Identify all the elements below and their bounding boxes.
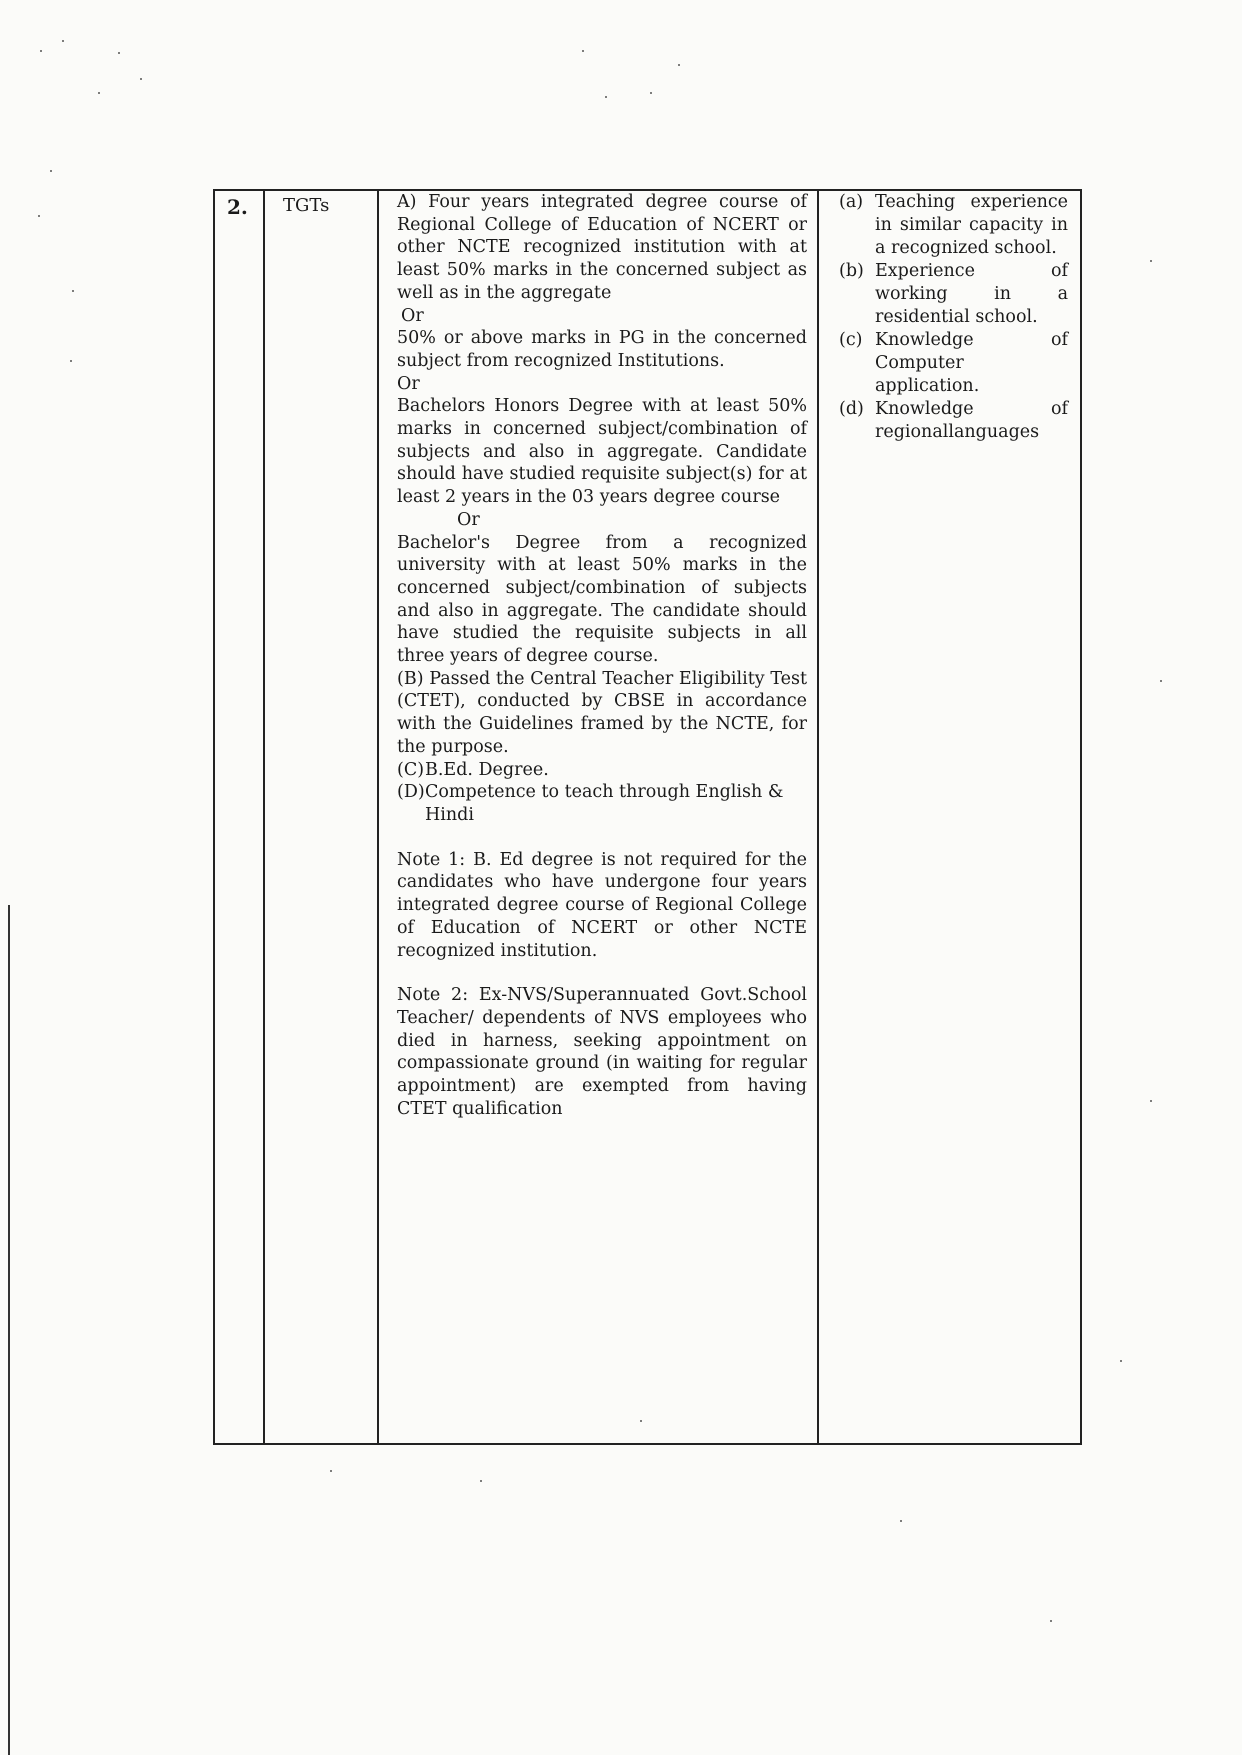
qualification-bed: (C) B.Ed. Degree. [397,759,549,780]
desirable-item: (c) Knowledge of Computer application. [839,330,1068,396]
essential-qualification-column [377,189,819,1445]
note-2: Note 2: Ex-NVS/Superannuated Govt.School Teacher/ dependents of NVS employees who died in harness, seeking appointment on compassionate ground (in waiting for regular appointment) are exempted from having CTET qualification [397,985,807,1119]
or-separator: Or [397,373,420,394]
desirable-qualification-column [819,189,1082,1445]
desirable-item: (b) Experience of working in a residential school. [839,261,1068,327]
qualification-a: A) Four years integrated degree course of Regional College of Education of NCERT or other NCTE recognized institution with at least 50% marks in the concerned subject as well as in the aggregate [397,192,807,303]
note-1: Note 1: B. Ed degree is not required for the candidates who have undergone four years integrated degree course of Regional College of Education of NCERT or other NCTE recognized institution. [397,849,807,961]
serial-column [213,189,265,1445]
desirable-item: (a) Teaching experience in similar capacity in a recognized school. [839,192,1068,258]
desirable-item: (d) Knowledge of regionallanguages [839,399,1068,442]
qualification-honors: Bachelors Honors Degree with at least 50% marks in concerned subject/combination of subjects and also in aggregate. Candidate should have studied requisite subject(s) for at least 2 years in the 03 years degree course [397,396,807,508]
or-separator: Or [457,509,480,530]
post-name: TGTs [283,195,330,216]
scan-margin-edge [8,905,10,1755]
qualification-competence: (D) Competence to teach through English & Hindi [397,782,784,825]
qualification-bachelor: Bachelor's Degree from a recognized university with at least 50% marks in the concerned subject/combination of subjects and also in aggregate. The candidate should have studied the requisite subjects in all three years of degree course. [397,532,807,667]
qualification-ctet: (B) Passed the Central Teacher Eligibility Test (CTET), conducted by CBSE in accordance with the Guidelines framed by the NCTE, for the purpose. [397,668,807,757]
post-column [265,189,377,1445]
serial-number: 2. [227,195,248,219]
or-separator: Or [401,305,424,326]
qualification-pg: 50% or above marks in PG in the concerned subject from recognized Institutions. [397,328,807,371]
qualification-table [213,189,1082,1445]
